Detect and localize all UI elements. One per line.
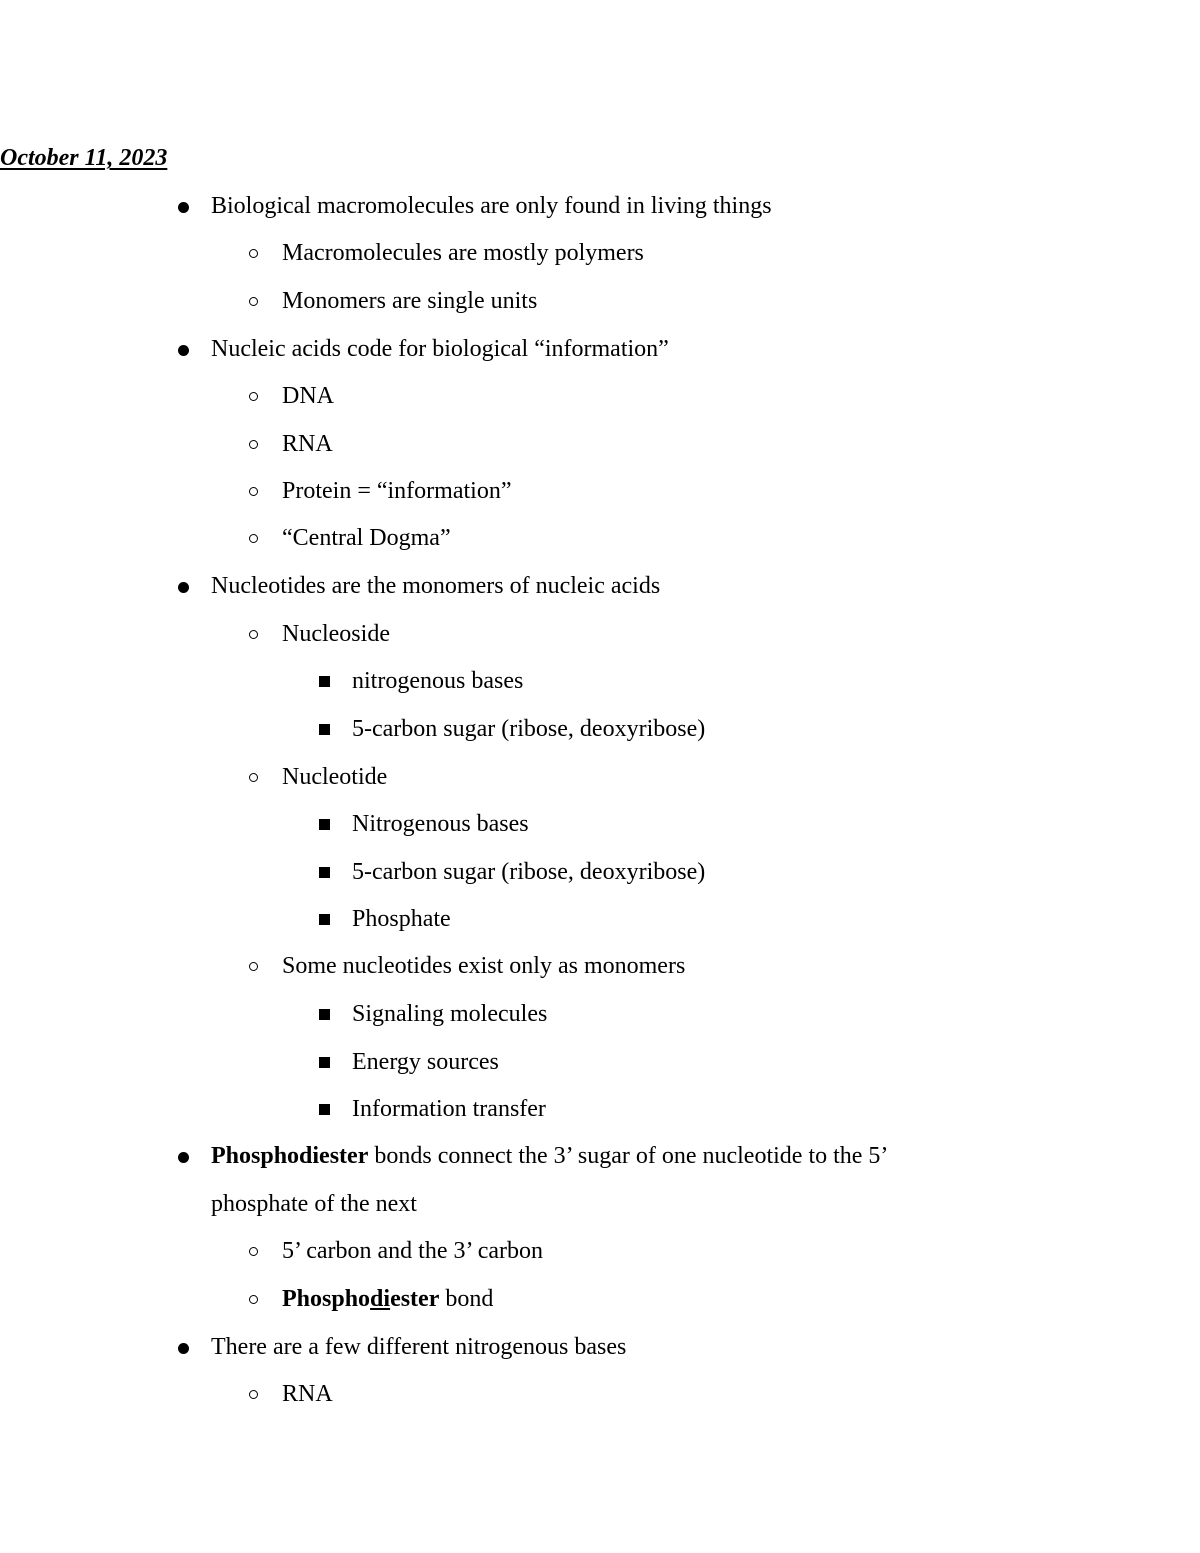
date-heading: October 11, 2023	[0, 145, 168, 171]
list-item	[0, 334, 1200, 364]
list-item-text: phosphate of the next	[211, 1191, 417, 1217]
bullet-circle-icon	[249, 392, 258, 401]
list-item-text	[282, 1284, 493, 1314]
list-item-text: nitrogenous bases	[352, 668, 524, 694]
list-item-text: Energy sources	[352, 1049, 499, 1075]
bullet-circle-icon	[249, 249, 258, 258]
list-item-text: 5-carbon sugar (ribose, deoxyribose)	[352, 859, 706, 885]
list-item	[0, 286, 1200, 316]
list-item	[0, 1236, 1200, 1266]
list-item-text: 5-carbon sugar (ribose, deoxyribose)	[352, 716, 706, 742]
bullet-square-icon	[319, 1009, 330, 1020]
list-item	[0, 191, 1200, 221]
bold-term-part: Phospho	[282, 1286, 371, 1312]
list-item	[0, 1332, 1200, 1362]
bullet-square-icon	[319, 1057, 330, 1068]
bullet-circle-icon	[249, 534, 258, 543]
list-item	[0, 429, 1200, 459]
bullet-disc-icon	[178, 582, 189, 593]
list-item-text: Nucleoside	[282, 621, 390, 647]
list-item	[0, 1379, 1200, 1409]
bullet-circle-icon	[249, 297, 258, 306]
list-item-text: Nucleotides are the monomers of nucleic acids	[211, 573, 661, 599]
bullet-circle-icon	[249, 1295, 258, 1304]
bullet-disc-icon	[178, 202, 189, 213]
list-item-text: Nitrogenous bases	[352, 811, 529, 837]
bullet-square-icon	[319, 676, 330, 687]
bullet-disc-icon	[178, 1343, 189, 1354]
bullet-circle-icon	[249, 440, 258, 449]
list-item-text: Protein = “information”	[282, 478, 512, 504]
list-item	[0, 999, 1200, 1029]
list-item-text	[211, 1141, 888, 1171]
list-item-text: Biological macromolecules are only found in living things	[211, 193, 772, 219]
list-item	[0, 381, 1200, 411]
list-item	[0, 762, 1200, 792]
list-item	[0, 951, 1200, 981]
list-item-text-rest: bond	[439, 1286, 494, 1312]
list-item	[0, 1094, 1200, 1124]
list-item	[0, 1141, 1200, 1171]
list-item	[0, 523, 1200, 553]
bullet-circle-icon	[249, 1247, 258, 1256]
bullet-circle-icon	[249, 1390, 258, 1399]
bullet-disc-icon	[178, 345, 189, 356]
list-item-text: Nucleotide	[282, 764, 388, 790]
list-item	[0, 571, 1200, 601]
list-item	[0, 238, 1200, 268]
bullet-circle-icon	[249, 773, 258, 782]
list-item	[0, 666, 1200, 696]
list-item-text: RNA	[282, 1381, 333, 1407]
list-item-text: Signaling molecules	[352, 1001, 548, 1027]
underlined-prefix: di	[370, 1286, 391, 1312]
bold-term	[282, 1286, 439, 1312]
list-item	[0, 857, 1200, 887]
list-item-text: “Central Dogma”	[282, 525, 451, 551]
bullet-disc-icon	[178, 1152, 189, 1163]
list-item	[0, 476, 1200, 506]
bullet-square-icon	[319, 1104, 330, 1115]
bullet-circle-icon	[249, 962, 258, 971]
list-item-text: Nucleic acids code for biological “information”	[211, 336, 669, 362]
list-item-continuation	[0, 1189, 1200, 1219]
list-item	[0, 1284, 1200, 1314]
list-item-text: Monomers are single units	[282, 288, 538, 314]
bullet-square-icon	[319, 867, 330, 878]
bullet-square-icon	[319, 914, 330, 925]
list-item-text: There are a few different nitrogenous bases	[211, 1334, 627, 1360]
bold-term-part: ester	[390, 1286, 440, 1312]
list-item-text-rest: bonds connect the 3’ sugar of one nucleotide to the 5’	[368, 1143, 889, 1169]
list-item-text: DNA	[282, 383, 334, 409]
bullet-circle-icon	[249, 487, 258, 496]
list-item-text: Some nucleotides exist only as monomers	[282, 953, 686, 979]
list-item-text: Information transfer	[352, 1096, 546, 1122]
list-item-text: Phosphate	[352, 906, 451, 932]
list-item	[0, 809, 1200, 839]
list-item-text: RNA	[282, 431, 333, 457]
bullet-square-icon	[319, 819, 330, 830]
list-item	[0, 904, 1200, 934]
bold-term: Phosphodiester	[211, 1143, 369, 1169]
bullet-square-icon	[319, 724, 330, 735]
list-item-text: 5’ carbon and the 3’ carbon	[282, 1238, 543, 1264]
list-item	[0, 714, 1200, 744]
bullet-circle-icon	[249, 630, 258, 639]
list-item	[0, 1047, 1200, 1077]
list-item	[0, 619, 1200, 649]
list-item-text: Macromolecules are mostly polymers	[282, 240, 644, 266]
